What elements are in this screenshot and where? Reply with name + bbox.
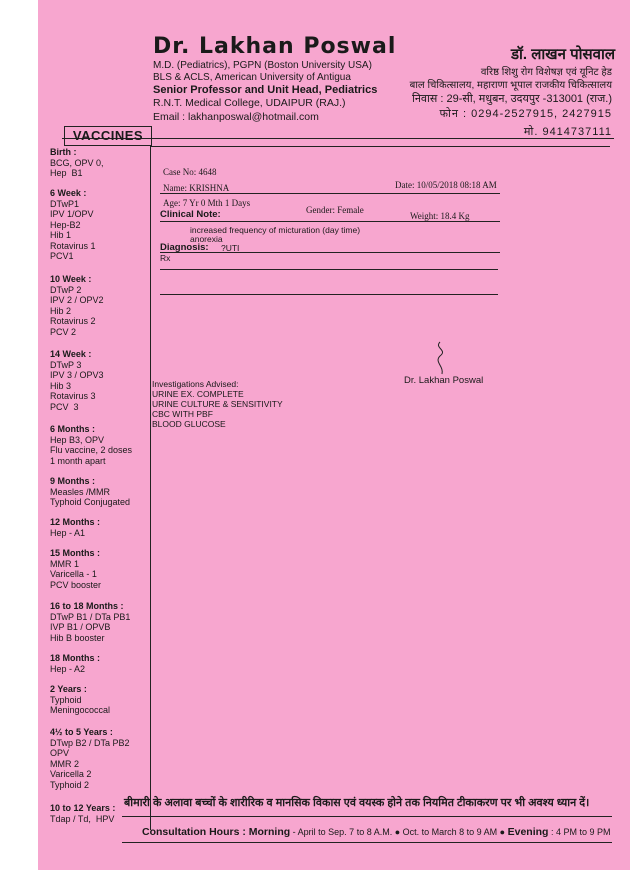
vaccine-group-title: 10 to 12 Years :: [50, 803, 116, 813]
diagnosis-rule: [160, 252, 500, 253]
vaccine-group-items: DTwP 2 IPV 2 / OPV2 Hib 2 Rotavirus 2 PCV 2: [50, 284, 104, 337]
investigation-item: BLOOD GLUCOSE: [152, 419, 226, 429]
patient-age: Age: 7 Yr 0 Mth 1 Days: [163, 198, 251, 208]
vaccine-group-title: 10 Week :: [50, 274, 92, 284]
doctor-name-hindi: डॉ. लाखन पोसवाल: [511, 46, 616, 63]
name-rule: [160, 193, 500, 194]
vaccine-group-title: 4½ to 5 Years :: [50, 727, 113, 737]
signature-scribble: [430, 340, 460, 380]
vaccine-group-title: 16 to 18 Months :: [50, 601, 124, 611]
vaccine-group-items: BCG, OPV 0, Hep B1: [50, 157, 104, 178]
rx-label: Rx: [160, 253, 171, 263]
vaccines-title: VACCINES: [64, 126, 152, 146]
rx-rule-1: [160, 269, 498, 270]
doctor-email: Email : lakhanposwal@hotmail.com: [153, 111, 319, 123]
doctor-name-english: Dr. Lakhan Poswal: [153, 34, 397, 59]
vaccine-group-items: DTwP B1 / DTa PB1 IVP B1 / OPVB Hib B booster: [50, 611, 131, 643]
diagnosis-label: Diagnosis:: [160, 242, 209, 253]
vaccine-group-title: 12 Months :: [50, 517, 101, 527]
vaccine-group: [50, 349, 104, 412]
vaccine-group-items: DTwP 3 IPV 3 / OPV3 Hib 3 Rotavirus 3 PCV 3: [50, 359, 104, 412]
hindi-address: निवास : 29-सी, मधुबन, उदयपुर -313001 (राज.): [411, 93, 612, 105]
consultation-label: Consultation Hours :: [142, 826, 249, 838]
hindi-hospital-line: बाल चिकित्सालय, महाराणा भूपाल राजकीय चिकित्सालय: [409, 80, 612, 91]
vaccine-group: [50, 517, 100, 538]
doctor-college: R.N.T. Medical College, UDAIPUR (RAJ.): [153, 97, 346, 109]
vaccine-group: [50, 727, 130, 790]
footer-rule: [122, 816, 612, 817]
vaccine-group: [50, 601, 130, 643]
inner-top-rule: [150, 146, 610, 147]
doctor-certification: BLS & ACLS, American University of Antigua: [153, 72, 351, 83]
vaccine-group: [50, 424, 132, 466]
clinical-rule: [160, 221, 500, 222]
vaccine-group-title: Birth :: [50, 147, 77, 157]
vaccine-group-title: 6 Week :: [50, 188, 87, 198]
vaccine-group: [50, 548, 101, 590]
hindi-title-line: वरिष्ठ शिशु रोग विशेषज्ञ एवं यूनिट हेड: [480, 67, 612, 78]
consultation-hours: [142, 826, 611, 838]
vaccine-column-divider: [150, 146, 151, 830]
footer-hindi-note: बीमारी के अलावा बच्चों के शारीरिक व मानसिक विकास एवं वयस्क होने तक नियमित टीकाकरण पर भी अवश्य ध्यान दें।: [124, 797, 590, 809]
hindi-mobile: मो. 9414737111: [523, 126, 612, 138]
investigation-item: URINE EX. COMPLETE: [152, 389, 244, 399]
footer-bottom-rule: [122, 842, 612, 843]
vaccine-group: [50, 684, 110, 716]
clinical-note-label: Clinical Note:: [160, 209, 221, 220]
vaccine-group-items: MMR 1 Varicella - 1 PCV booster: [50, 558, 102, 590]
investigations-label: Investigations Advised:: [152, 379, 239, 389]
vaccine-group-items: Hep - A2: [50, 663, 86, 674]
vaccine-group-items: DTwP1 IPV 1/OPV Hep-B2 Hib 1 Rotavirus 1 PCV1: [50, 198, 96, 261]
vaccine-group-title: 18 Months :: [50, 653, 101, 663]
doctor-qualification: M.D. (Pediatrics), PGPN (Boston University USA): [153, 60, 372, 71]
vaccine-group-items: Typhoid Meningococcal: [50, 694, 111, 715]
diagnosis-value: ?UTI: [221, 243, 240, 253]
visit-date: Date: 10/05/2018 08:18 AM: [395, 180, 497, 190]
vaccine-group-items: Hep - A1: [50, 527, 86, 538]
vaccine-group-items: Measles /MMR Typhoid Conjugated: [50, 486, 131, 507]
prescription-sheet: [38, 0, 630, 870]
investigation-item: CBC WITH PBF: [152, 409, 213, 419]
morning-label: Morning: [248, 826, 291, 838]
vaccine-group-title: 14 Week :: [50, 349, 92, 359]
vaccine-group: [50, 803, 115, 824]
vaccine-group: [50, 147, 104, 179]
vaccine-group-title: 6 Months :: [50, 424, 95, 434]
vaccine-group: [50, 274, 104, 337]
patient-name: Name: KRISHNA: [163, 183, 230, 193]
patient-weight: Weight: 18.4 Kg: [410, 211, 470, 221]
clinical-note-line-2: anorexia: [190, 234, 223, 244]
patient-gender: Gender: Female: [306, 205, 364, 215]
clinical-note-line-1: increased frequency of micturation (day time): [190, 225, 361, 235]
morning-times: - April to Sep. 7 to 8 A.M. ● Oct. to March 8 to 9 AM ●: [290, 827, 508, 837]
rx-rule-2: [160, 294, 498, 295]
evening-label: Evening: [507, 826, 549, 838]
vaccine-group: [50, 653, 100, 674]
vaccine-group: [50, 476, 130, 508]
vaccine-group: [50, 188, 96, 262]
investigation-item: URINE CULTURE & SENSITIVITY: [152, 399, 283, 409]
case-number: Case No: 4648: [163, 167, 217, 177]
vaccine-group-title: 9 Months :: [50, 476, 95, 486]
vaccine-group-items: DTwp B2 / DTa PB2 OPV MMR 2 Varicella 2 Typhoid 2: [50, 737, 130, 790]
vaccine-group-title: 2 Years :: [50, 684, 87, 694]
vaccine-group-items: Hep B3, OPV Flu vaccine, 2 doses 1 month apart: [50, 434, 133, 466]
hindi-phone: फोन : 0294-2527915, 2427915: [439, 108, 612, 120]
vaccine-group-items: Tdap / Td, HPV: [50, 813, 115, 824]
signature-name: Dr. Lakhan Poswal: [404, 375, 484, 386]
evening-times: : 4 PM to 9 PM: [548, 827, 611, 837]
doctor-position: Senior Professor and Unit Head, Pediatrics: [153, 84, 378, 96]
vaccine-group-title: 15 Months :: [50, 548, 101, 558]
